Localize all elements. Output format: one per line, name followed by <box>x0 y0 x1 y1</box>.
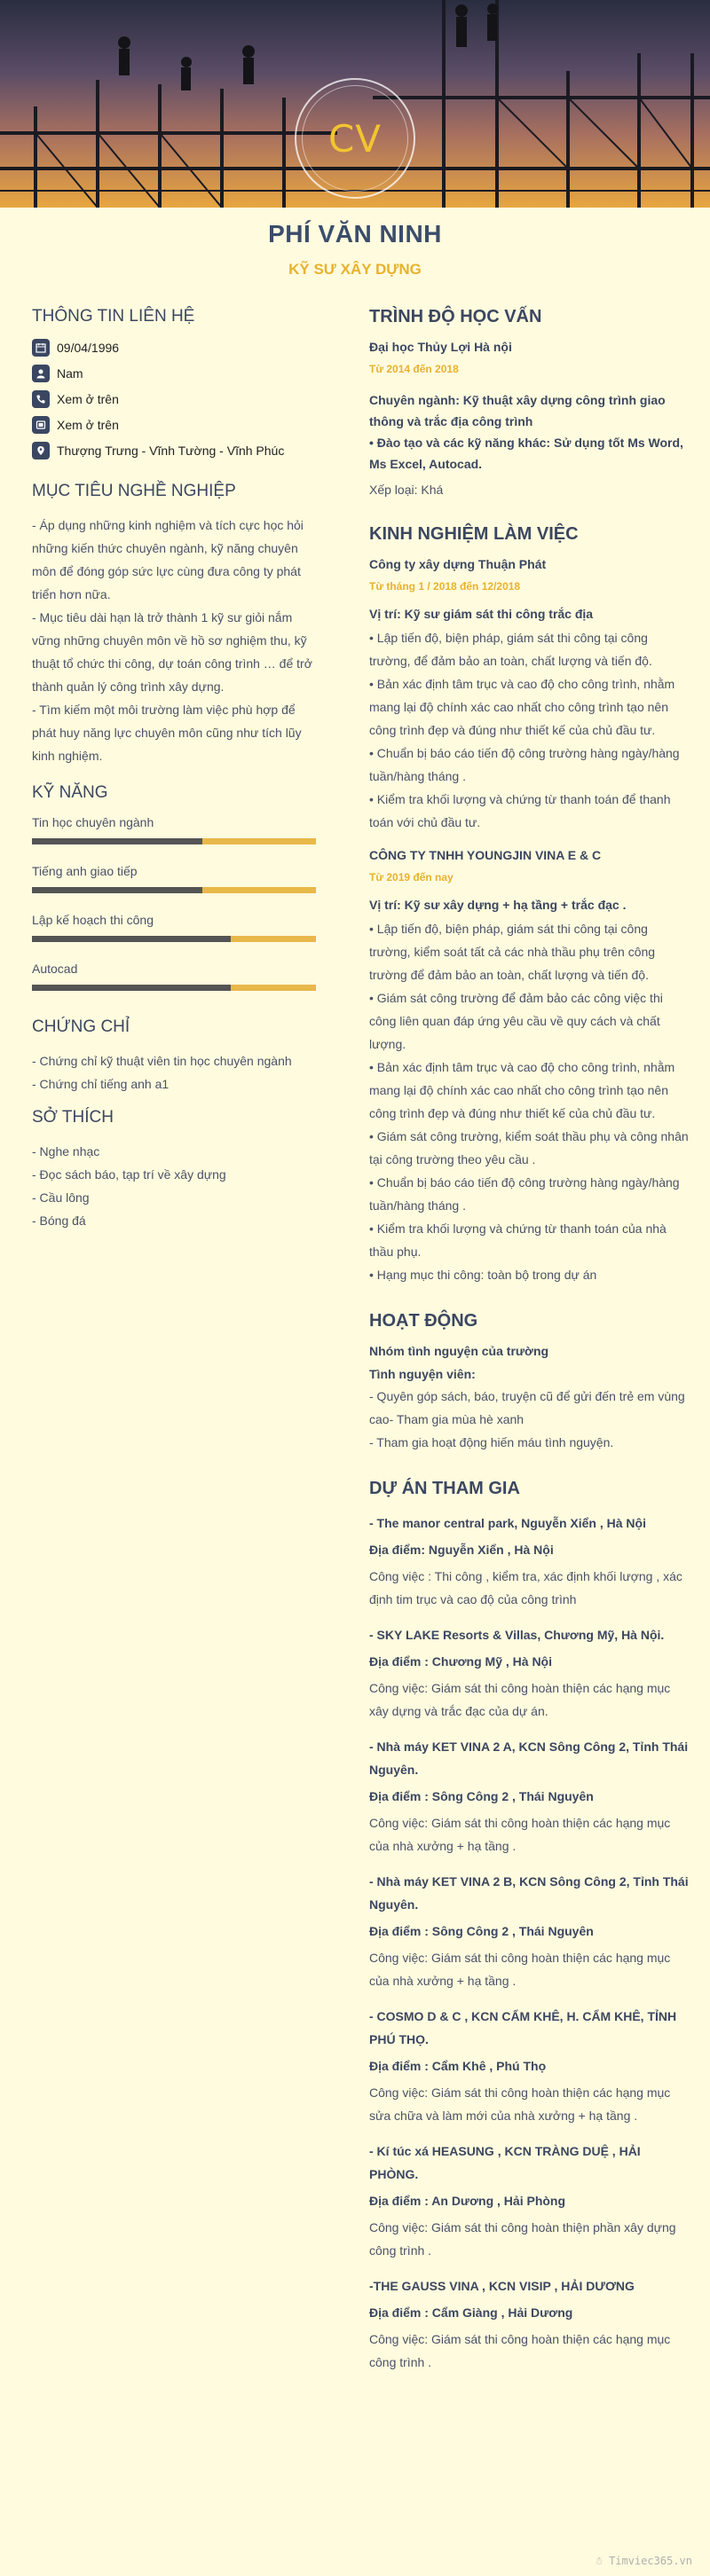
job-position: Vị trí: Kỹ sư xây dựng + hạ tầng + trắc đạc . <box>369 898 627 912</box>
project-item <box>369 2140 690 2262</box>
project-location: Địa điểm : Chương Mỹ , Hà Nội <box>369 1654 552 1669</box>
contact-birthdate-value: 09/04/1996 <box>57 341 120 355</box>
skill-bar <box>32 936 316 942</box>
objective-title: MỤC TIÊU NGHỀ NGHIỆP <box>32 482 236 500</box>
project-location: Địa điểm : Sông Công 2 , Thái Nguyên <box>369 1789 594 1803</box>
activity-line: - Tham gia hoạt động hiến máu tình nguyện. <box>369 1435 614 1449</box>
phone-icon <box>32 390 50 408</box>
project-name: - Kí túc xá HEASUNG , KCN TRÀNG DUỆ , HẢI PHÒNG. <box>369 2144 641 2181</box>
person-icon <box>32 365 50 382</box>
project-item <box>369 1512 690 1611</box>
project-location: Địa điểm: Nguyễn Xiển , Hà Nội <box>369 1543 554 1557</box>
contact-address <box>32 442 316 459</box>
project-name: - The manor central park, Nguyễn Xiển , Hà Nội <box>369 1516 646 1530</box>
experience-title: KINH NGHIỆM LÀM VIỆC <box>369 524 579 544</box>
skill-fill <box>32 887 202 893</box>
skill-name: Tiếng anh giao tiếp <box>32 864 138 878</box>
contact-phone <box>32 390 316 408</box>
location-icon <box>32 442 50 459</box>
cv-logo <box>295 78 415 199</box>
job-period: Từ tháng 1 / 2018 đến 12/2018 <box>369 580 521 593</box>
project-desc: Công việc: Giám sát thi công hoàn thiện phần xây dựng công trình . <box>369 2220 676 2258</box>
project-location: Địa điểm : An Dương , Hải Phòng <box>369 2194 566 2208</box>
contact-email-value: Xem ở trên <box>57 418 119 432</box>
project-item <box>369 1623 690 1723</box>
contact-gender <box>32 365 316 382</box>
hobby-item: - Cầu lông <box>32 1190 90 1205</box>
objective-body <box>32 514 316 767</box>
left-column <box>32 307 316 1232</box>
certificate-item: - Chứng chỉ kỹ thuật viên tin học chuyên ngành <box>32 1054 292 1068</box>
activity-line: - Quyên góp sách, báo, truyện cũ để gửi đến trẻ em vùng cao- Tham gia mùa hè xanh <box>369 1389 685 1426</box>
project-desc: Công việc: Giám sát thi công hoàn thiện các hạng mục của nhà xưởng + hạ tầng . <box>369 1951 671 1988</box>
calendar-icon <box>32 339 50 357</box>
education-major: Chuyên ngành: Kỹ thuật xây dựng công trình giao thông và trắc địa công trình <box>369 393 666 428</box>
project-name: - COSMO D & C , KCN CẨM KHÊ, H. CẨM KHÊ, TỈNH PHÚ THỌ. <box>369 2009 677 2046</box>
education-extra: • Đào tạo và các kỹ năng khác: Sử dụng tốt Ms Word, <box>369 436 683 450</box>
project-item <box>369 1735 690 1857</box>
job-bullet: • Chuẩn bị báo cáo tiến độ công trường hàng ngày/hàng tuần/hàng tháng . <box>369 1175 680 1213</box>
job-bullet: • Giám sát công trường để đảm bảo các công việc thi công liên quan đáp ứng yêu cầu về quy cách và chất lượng. <box>369 991 663 1051</box>
project-item <box>369 2005 690 2127</box>
education-grade: Xếp loại: Khá <box>369 483 444 497</box>
job-company: CÔNG TY TNHH YOUNGJIN VINA E & C <box>369 848 602 862</box>
objective-line: - Mục tiêu dài hạn là trở thành 1 kỹ sư giỏi nắm vững những chuyên môn về hồ sơ nghiệm thu, kỹ thuật tổ chức thi công, dự toán công trình … để trở thành quản lý công trình xây dựng. <box>32 610 312 694</box>
watermark: ☃ Timviec365.vn <box>596 2555 692 2567</box>
skills-title: KỸ NĂNG <box>32 783 108 802</box>
project-desc: Công việc: Giám sát thi công hoàn thiện các hạng mục của nhà xưởng + hạ tầng . <box>369 1816 671 1853</box>
job-bullet: • Kiểm tra khối lượng và chứng từ thanh toán để thanh toán với chủ đầu tư. <box>369 792 671 829</box>
skill-item <box>32 864 316 893</box>
skill-name: Lập kế hoạch thi công <box>32 913 154 927</box>
job-bullet: • Bản xác định tâm trục và cao độ cho công trình, nhằm mang lại độ chính xác cao nhất cho công trình tạo nên công trình đẹp và đúng như thiết kế của chủ đầu tư. <box>369 1060 675 1120</box>
hobbies-title: SỞ THÍCH <box>32 1108 114 1127</box>
project-list <box>369 1512 690 2374</box>
education-title: TRÌNH ĐỘ HỌC VẤN <box>369 307 542 326</box>
skill-name: Autocad <box>32 962 78 976</box>
activities-title: HOẠT ĐỘNG <box>369 1311 478 1331</box>
objective-line: - Áp dụng những kinh nghiệm và tích cực học hỏi <box>32 518 304 532</box>
skill-item <box>32 815 316 844</box>
certificate-item: - Chứng chỉ tiếng anh a1 <box>32 1077 170 1091</box>
project-name: - Nhà máy KET VINA 2 A, KCN Sông Công 2, Tỉnh Thái Nguyên. <box>369 1740 689 1777</box>
project-desc: Công việc: Giám sát thi công hoàn thiện các hạng mục xây dựng và trắc đạc của dự án. <box>369 1681 671 1718</box>
contact-email <box>32 416 316 434</box>
job-item <box>369 557 690 834</box>
activity-role: Tình nguyện viên: <box>369 1367 476 1381</box>
project-name: - SKY LAKE Resorts & Villas, Chương Mỹ, Hà Nội. <box>369 1628 665 1642</box>
job-bullet: • Chuẩn bị báo cáo tiến độ công trường hàng ngày/hàng tuần/hàng tháng . <box>369 746 680 783</box>
certificates-title: CHỨNG CHỈ <box>32 1017 130 1036</box>
skill-bar <box>32 985 316 991</box>
objective-line: những kiến thức chuyên ngành, kỹ năng chuyên môn để đóng góp sức lực cùng đưa công ty phát triển hơn nữa. <box>32 541 301 601</box>
contact-title: THÔNG TIN LIÊN HỆ <box>32 307 195 326</box>
header-banner <box>0 0 710 208</box>
skill-bar <box>32 838 316 844</box>
job-position: Vị trí: Kỹ sư giám sát thi công trắc địa <box>369 607 594 621</box>
activity-org: Nhóm tình nguyện của trường <box>369 1344 549 1358</box>
project-name: -THE GAUSS VINA , KCN VISIP , HẢI DƯƠNG <box>369 2279 635 2293</box>
job-period: Từ 2019 đến nay <box>369 871 454 884</box>
skills-list <box>32 815 316 991</box>
job-bullet: • Lập tiến độ, biện pháp, giám sát thi công tại công trường, để đảm bảo an toàn, chất lượng và tiến độ. <box>369 631 652 668</box>
hobby-item: - Đọc sách báo, tạp trí về xây dựng <box>32 1167 226 1182</box>
skill-fill <box>32 838 202 844</box>
job-bullet: • Lập tiến độ, biện pháp, giám sát thi công tại công trường, kiểm soát tất cả các nhà thầu phụ trên công trường để đảm bảo an toàn, chất lượng và tiến độ. <box>369 922 656 982</box>
right-column <box>369 307 690 2386</box>
job-bullet: • Kiểm tra khối lượng và chứng từ thanh toán của nhà thầu phụ. <box>369 1221 667 1259</box>
projects-title: DỰ ÁN THAM GIA <box>369 1479 520 1498</box>
skill-bar <box>32 887 316 893</box>
project-desc: Công việc : Thi công , kiểm tra, xác định khối lượng , xác định tim trục và cao độ của công trình <box>369 1569 682 1606</box>
contact-address-value: Thượng Trưng - Vĩnh Tường - Vĩnh Phúc <box>57 444 285 458</box>
job-bullet: • Hạng mục thi công: toàn bộ trong dự án <box>369 1268 597 1282</box>
education-school: Đại học Thủy Lợi Hà nội <box>369 340 512 354</box>
job-bullet: • Giám sát công trường, kiểm soát thầu phụ và công nhân tại công trường theo yêu cầu . <box>369 1129 689 1166</box>
skill-fill <box>32 985 231 991</box>
education-extra: Ms Excel, Autocad. <box>369 457 483 471</box>
skill-name: Tin học chuyên ngành <box>32 815 154 829</box>
skill-item <box>32 962 316 991</box>
contact-gender-value: Nam <box>57 366 83 381</box>
skill-item <box>32 913 316 942</box>
job-bullet: • Bản xác định tâm trục và cao độ cho công trình, nhằm mang lại độ chính xác cao nhất cho công trình tạo nên công trình đẹp và đúng như thiết kế của chủ đầu tư. <box>369 677 675 737</box>
hobby-item: - Nghe nhạc <box>32 1144 100 1158</box>
contact-list <box>32 339 316 459</box>
candidate-name: PHÍ VĂN NINH <box>268 220 442 247</box>
project-location: Địa điểm : Sông Công 2 , Thái Nguyên <box>369 1924 594 1938</box>
project-item <box>369 2274 690 2374</box>
skill-fill <box>32 936 231 942</box>
email-icon <box>32 416 50 434</box>
cv-logo-text: CV <box>327 116 383 161</box>
project-item <box>369 1870 690 1992</box>
education-period: Từ 2014 đến 2018 <box>369 363 459 375</box>
contact-phone-value: Xem ở trên <box>57 392 119 406</box>
candidate-role: KỸ SƯ XÂY DỰNG <box>288 261 422 278</box>
job-item <box>369 848 690 1286</box>
contact-birthdate <box>32 339 316 357</box>
project-desc: Công việc: Giám sát thi công hoàn thiện các hạng mục công trình . <box>369 2332 671 2369</box>
project-desc: Công việc: Giám sát thi công hoàn thiện các hạng mục sửa chữa và làm mới của nhà xưởng + hạ tầng . <box>369 2085 671 2123</box>
job-company: Công ty xây dựng Thuận Phát <box>369 557 547 571</box>
hobby-item: - Bóng đá <box>32 1213 86 1228</box>
project-location: Địa điểm : Cẩm Giàng , Hải Dương <box>369 2305 573 2320</box>
project-name: - Nhà máy KET VINA 2 B, KCN Sông Công 2, Tỉnh Thái Nguyên. <box>369 1874 689 1912</box>
project-location: Địa điểm : Cẩm Khê , Phú Thọ <box>369 2059 547 2073</box>
objective-line: - Tìm kiếm một môi trường làm việc phù hợp để phát huy năng lực chuyên môn cũng như tích lũy kinh nghiệm. <box>32 703 302 763</box>
